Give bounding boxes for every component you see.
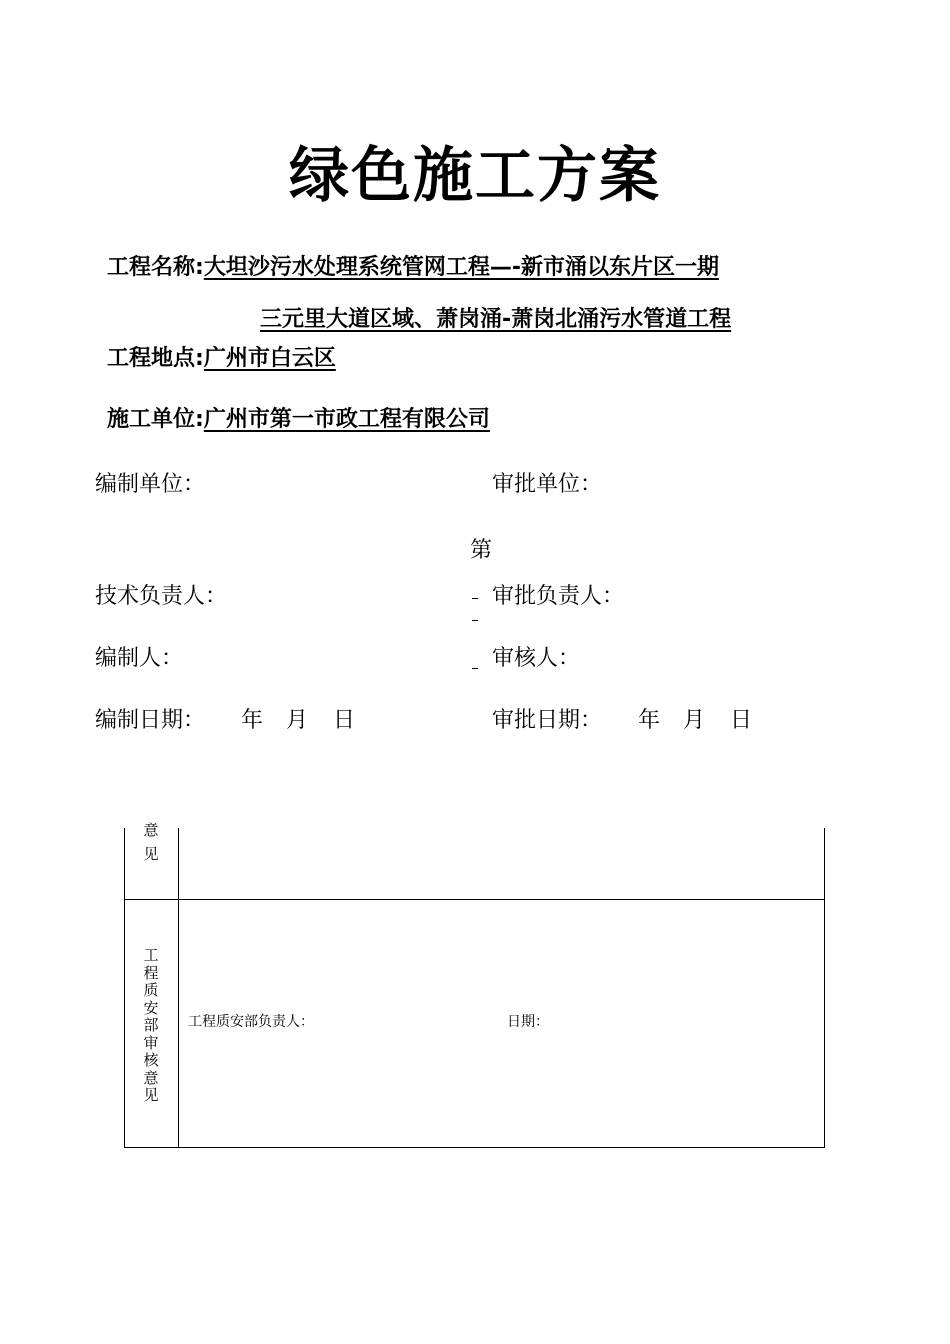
reviewer-label: 审核人：	[492, 646, 581, 671]
row2-label-char: 审	[143, 1033, 159, 1052]
approve-date-label: 审批日期：	[492, 708, 603, 733]
project-name-line2: 三元里大道区域、萧岗涌-萧岗北涌污水管道工程	[260, 307, 732, 332]
row2-signer-label: 工程质安部负责人：	[188, 1014, 314, 1030]
row2-label-char: 见	[143, 1086, 159, 1104]
construction-unit-value: 广州市第一市政工程有限公司	[203, 407, 490, 432]
author-label: 编制人：	[95, 646, 184, 671]
project-name-line1: 大坦沙污水处理系统管网工程—-新市涌以东片区一期	[203, 255, 719, 280]
project-location-row	[107, 341, 336, 372]
overlap-fragment-clip	[470, 533, 493, 563]
row2-label-char: 安	[143, 998, 159, 1017]
row2-label	[142, 947, 160, 1105]
document-title: 绿色施工方案	[289, 141, 661, 211]
table-border-bottom	[124, 1147, 825, 1148]
approver-label: 审批负责人：	[492, 584, 625, 609]
overlap-fragment: 第	[470, 538, 493, 563]
table-row-divider	[124, 899, 825, 900]
approve-unit-label: 审批单位：	[492, 472, 603, 497]
overlap-dash	[472, 598, 478, 599]
row1-label	[142, 822, 160, 863]
approve-date-day: 日	[730, 708, 753, 733]
table-border-left	[124, 828, 125, 1148]
project-name-line2-row	[260, 302, 731, 333]
construction-unit-row	[107, 402, 490, 433]
row1-label-char: 见	[143, 844, 159, 863]
row2-label-char: 意	[143, 1068, 159, 1087]
row2-date-label: 日期：	[507, 1014, 549, 1030]
project-name-row	[107, 250, 719, 281]
row2-label-char: 工	[143, 946, 159, 964]
project-location-value: 广州市白云区	[203, 346, 336, 371]
approve-date-month: 月	[683, 708, 706, 733]
compile-date-label: 编制日期：	[95, 708, 206, 733]
row2-label-char: 程	[143, 963, 159, 982]
project-location-label: 工程地点:	[107, 346, 204, 371]
compile-date-month: 月	[286, 708, 309, 733]
row2-label-char: 部	[143, 1016, 159, 1034]
tech-lead-label: 技术负责人：	[95, 584, 228, 609]
approve-date-year: 年	[638, 708, 661, 733]
compile-date-year: 年	[241, 708, 264, 733]
row1-label-char: 意	[143, 821, 159, 839]
table-column-divider	[178, 828, 179, 1148]
row2-label-char: 核	[143, 1051, 159, 1069]
overlap-dash	[472, 668, 478, 669]
table-border-right	[824, 828, 825, 1148]
row1-label-clip	[142, 821, 160, 873]
overlap-dash	[472, 620, 478, 621]
compile-unit-label: 编制单位：	[95, 472, 206, 497]
project-name-label: 工程名称:	[107, 255, 204, 280]
construction-unit-label: 施工单位:	[107, 407, 204, 432]
compile-date-day: 日	[333, 708, 356, 733]
row2-label-char: 质	[143, 981, 159, 999]
